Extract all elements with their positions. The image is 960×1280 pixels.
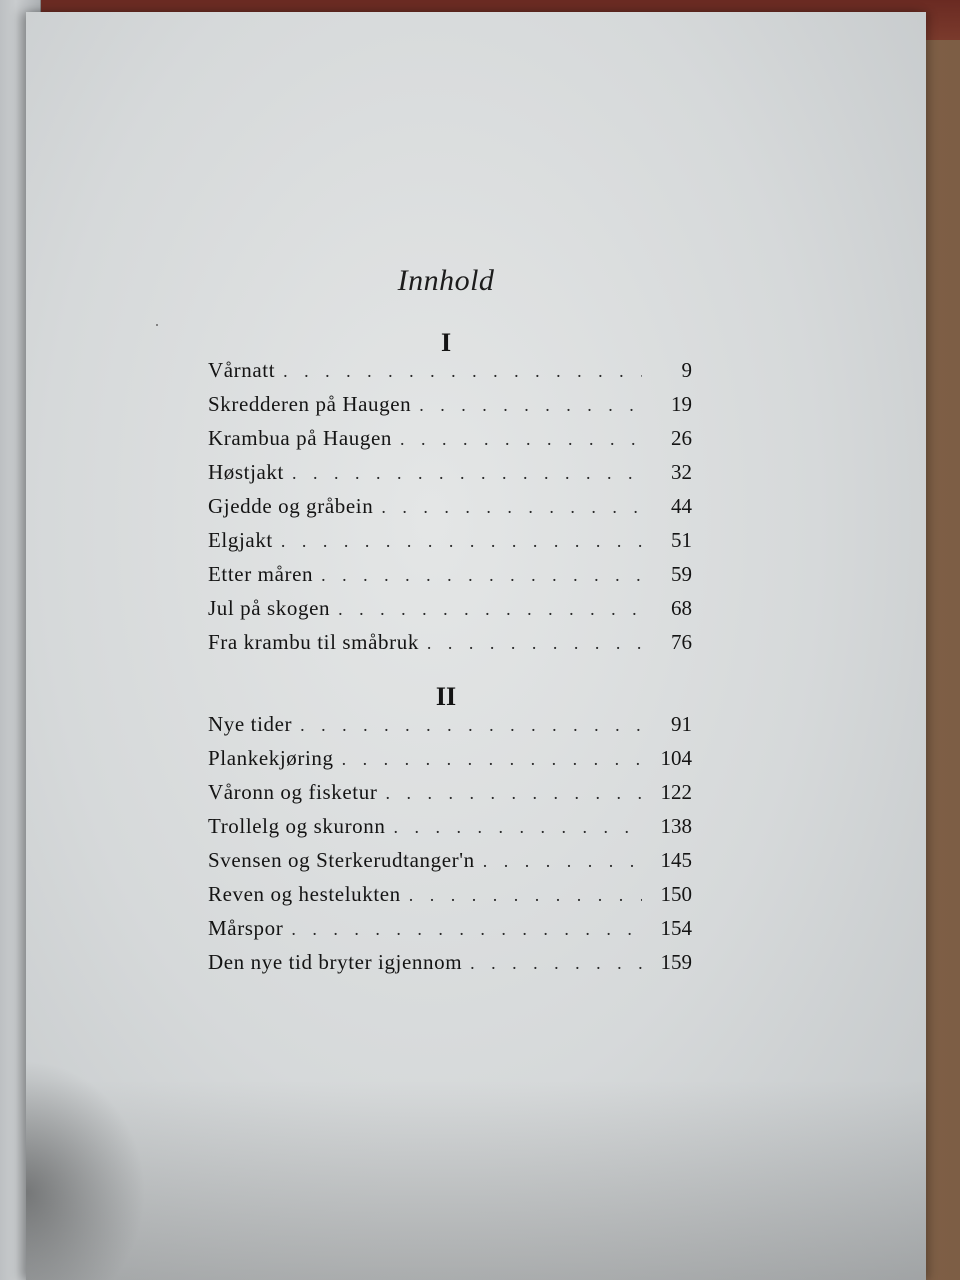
toc-entry-page: 104	[660, 746, 692, 770]
toc-entry-title: Trollelg og skuronn	[208, 814, 386, 838]
toc-entry-page: 9	[681, 358, 692, 382]
toc-heading: Innhold	[397, 264, 495, 297]
dot-leader	[381, 497, 642, 518]
dot-leader	[483, 851, 642, 872]
dot-leader	[427, 633, 642, 654]
dot-leader	[300, 715, 642, 736]
toc-entry	[208, 950, 692, 984]
page-shadow-corner	[26, 1060, 146, 1280]
toc-entry-page: 19	[671, 392, 692, 416]
toc-entry-page: 159	[660, 950, 692, 974]
toc-entry-page: 68	[671, 596, 692, 620]
toc-entry	[208, 392, 692, 426]
toc-entry-title: Plankekjøring	[208, 746, 334, 770]
toc-entry-title: Jul på skogen	[208, 596, 331, 620]
dot-leader	[321, 565, 642, 586]
toc-entry-page: 59	[671, 562, 692, 586]
toc-entry	[208, 882, 692, 916]
toc-entry-title: Elgjakt	[208, 528, 273, 552]
toc-entry	[208, 528, 692, 562]
dot-leader	[385, 783, 642, 804]
toc-list-part-2	[208, 712, 692, 984]
part-title-2: II	[435, 682, 457, 711]
toc-entry-title: Etter måren	[208, 562, 314, 586]
toc-entry	[208, 780, 692, 814]
toc-entry	[208, 746, 692, 780]
toc-entry-title: Mårspor	[208, 916, 284, 940]
toc-entry-page: 51	[671, 528, 692, 552]
toc-entry	[208, 596, 692, 630]
page-shadow	[26, 1080, 926, 1280]
dot-leader	[470, 953, 642, 974]
toc-entry-page: 154	[660, 916, 692, 940]
dot-leader	[338, 599, 642, 620]
toc-entry-page: 145	[660, 848, 692, 872]
toc-entry-title: Fra krambu til småbruk	[208, 630, 419, 654]
dot-leader	[419, 395, 642, 416]
dot-leader	[291, 919, 642, 940]
toc-entry-page: 26	[671, 426, 692, 450]
toc-list-part-1	[208, 358, 692, 664]
toc-entry-page: 150	[660, 882, 692, 906]
toc-entry	[208, 358, 692, 392]
toc-entry	[208, 460, 692, 494]
toc-entry	[208, 494, 692, 528]
toc-entry	[208, 848, 692, 882]
toc-entry-title: Den nye tid bryter igjennom	[208, 950, 463, 974]
toc-entry-page: 44	[671, 494, 692, 518]
toc-entry	[208, 630, 692, 664]
toc-entry-title: Våronn og fisketur	[208, 780, 378, 804]
toc-entry-title: Gjedde og gråbein	[208, 494, 374, 518]
dot-leader	[292, 463, 642, 484]
dot-leader	[281, 531, 642, 552]
toc-entry-title: Krambua på Haugen	[208, 426, 392, 450]
toc-entry-title: Vårnatt	[208, 358, 276, 382]
toc-entry	[208, 814, 692, 848]
toc-entry-page: 91	[671, 712, 692, 736]
toc-entry	[208, 426, 692, 460]
toc-entry-page: 122	[660, 780, 692, 804]
toc-entry-title: Reven og hestelukten	[208, 882, 401, 906]
toc-entry-page: 32	[671, 460, 692, 484]
dot-leader	[393, 817, 642, 838]
toc-entry-page: 138	[660, 814, 692, 838]
toc-entry	[208, 562, 692, 596]
toc-entry-page: 76	[671, 630, 692, 654]
toc-entry	[208, 916, 692, 950]
toc-entry-title: Skredderen på Haugen	[208, 392, 412, 416]
paper-speck	[156, 324, 158, 326]
toc-entry-title: Svensen og Sterkerudtanger'n	[208, 848, 475, 872]
toc-entry-title: Høstjakt	[208, 460, 284, 484]
dot-leader	[342, 749, 642, 770]
toc-entry	[208, 712, 692, 746]
dot-leader	[400, 429, 642, 450]
toc-entry-title: Nye tider	[208, 712, 293, 736]
part-title-1: I	[440, 328, 452, 357]
dot-leader	[283, 361, 642, 382]
dot-leader	[409, 885, 642, 906]
